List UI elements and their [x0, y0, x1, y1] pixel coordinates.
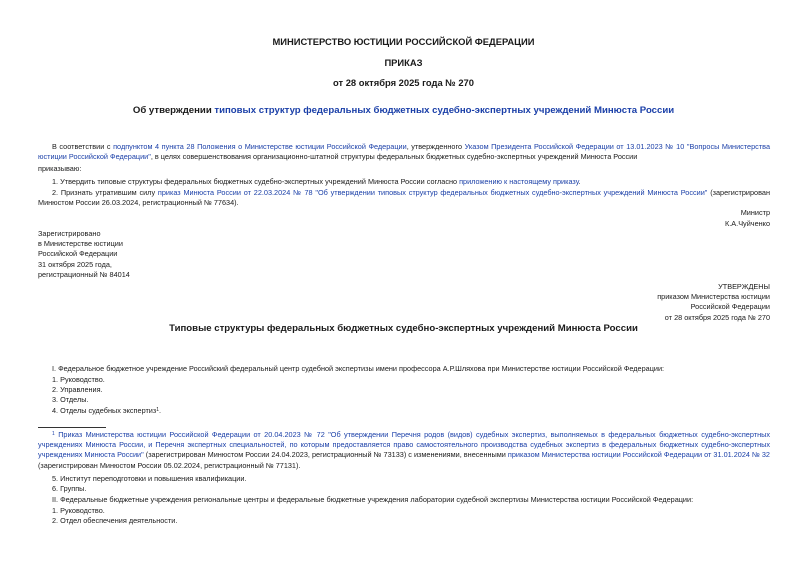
order-title-prefix: Об утверждении	[132, 105, 215, 116]
order-item-1	[52, 177, 770, 187]
preamble-order-word: приказываю:	[38, 164, 82, 173]
section-1-list-continued	[52, 474, 246, 494]
approved-line-3: Российской Федерации	[690, 302, 770, 312]
order-date-number: от 28 октября 2025 года № 270	[333, 77, 474, 88]
footnote-link-order-32[interactable]: приказом Министерства юстиции Российской Федерации от 31.01.2024 № 32	[507, 450, 770, 460]
section-1-item: 3. Отделы.	[52, 395, 89, 405]
section-2-item: 2. Отдел обеспечения деятельности.	[52, 516, 178, 526]
footnote-mark: 1	[52, 431, 55, 437]
order-title	[0, 105, 807, 116]
section-1-item	[52, 406, 161, 416]
section-1-item-text: 4. Отделы судебных экспертиз	[52, 405, 157, 415]
section-1-list	[52, 375, 161, 416]
preamble-link-decree[interactable]: Указом Президента Российской Федерации от 13.01.2023 № 10 "Вопросы Министерства юстиции Российской Федерации"	[38, 142, 771, 162]
footnote-link-order-72[interactable]: Приказ Министерства юстиции Российской Федерации от 20.04.2023 № 72 "Об утверждении Перечня родов (видов) судебных экспертиз, выполняемых в федеральных бюджетных судебно-экспертных учреждениях Минюста России, и Перечня экспертных специальностей, по которым предоставляется право самостоятельного производства судебных экспертиз в федеральных бюджетных судебно-экспертных учреждениях Минюста России"	[38, 430, 771, 460]
registration-line-1: Зарегистрировано	[38, 229, 101, 238]
order-item-1-end: .	[578, 177, 581, 186]
preamble-text-2: , утвержденного	[406, 142, 465, 151]
approved-line-1: УТВЕРЖДЕНЫ	[718, 282, 770, 291]
footnote-text-1: (зарегистрирован Минюстом России 24.04.2023, регистрационный № 73133) с изменениями, внесенными	[143, 450, 508, 460]
preamble	[38, 142, 770, 162]
section-2-list	[52, 506, 177, 526]
approved-line-2: приказом Министерства юстиции	[657, 292, 770, 302]
footnote-text-2: (зарегистрирован Минюстом России 05.02.2024, регистрационный № 77131).	[38, 460, 301, 470]
section-2-heading: II. Федеральные бюджетные учреждения региональные центры и федеральные бюджетные учреждения лаборатории судебной экспертизы Министерства юстиции Российской Федерации:	[52, 495, 694, 504]
order-item-2-text: 2. Признать утратившим силу	[52, 188, 158, 197]
section-1-item-end: .	[159, 405, 162, 415]
signature-name: К.А.Чуйченко	[725, 219, 770, 228]
section-2-item: 1. Руководство.	[52, 506, 105, 515]
registration-line-5: регистрационный № 84014	[38, 269, 130, 279]
section-1-heading: I. Федеральное бюджетное учреждение Российский федеральный центр судебной экспертизы имени профессора А.Р.Шляхова при Министерстве юстиции Российской Федерации:	[52, 364, 665, 373]
order-item-2	[38, 188, 770, 208]
section-1-item: 5. Институт переподготовки и повышения квалификации.	[52, 474, 247, 483]
preamble-text-1: В соответствии с	[52, 142, 114, 151]
registration-line-3: Российской Федерации	[38, 249, 118, 259]
doc-type: ПРИКАЗ	[384, 57, 423, 68]
registration-block	[38, 229, 130, 280]
preamble-text-3: , в целях совершенствования организационно-штатной структуры федеральных бюджетных судебно-экспертных учреждений Минюста России	[150, 152, 638, 162]
section-1-item: 6. Группы.	[52, 484, 87, 494]
section-1-item: 2. Управления.	[52, 385, 103, 395]
registration-line-2: в Министерстве юстиции	[38, 239, 123, 249]
order-title-link[interactable]: типовых структур федеральных бюджетных судебно-экспертных учреждений Минюста России	[214, 105, 675, 116]
order-item-1-text: 1. Утвердить типовые структуры федеральных бюджетных судебно-экспертных учреждений Минюста России согласно	[52, 177, 460, 186]
annex-title: Типовые структуры федеральных бюджетных судебно-экспертных учреждений Минюста России	[169, 323, 638, 334]
signature-role: Министр	[740, 208, 770, 217]
order-item-2-link[interactable]: приказ Минюста России от 22.03.2024 № 78 "Об утверждении типовых структур федеральных бюджетных судебно-экспертных учреждений Минюста России"	[157, 188, 708, 197]
approved-block	[560, 282, 770, 323]
footnote-ref[interactable]: 1	[156, 406, 160, 413]
ministry-heading: МИНИСТЕРСТВО ЮСТИЦИИ РОССИЙСКОЙ ФЕДЕРАЦИИ	[272, 36, 535, 47]
approved-line-4: от 28 октября 2025 года № 270	[664, 312, 770, 322]
order-item-2-end: (зарегистрирован Минюстом России 26.03.2024, регистрационный № 77634).	[38, 188, 770, 208]
registration-line-4: 31 октября 2025 года,	[38, 259, 112, 269]
preamble-link-regulation[interactable]: подпунктом 4 пункта 28 Положения о Министерстве юстиции Российской Федерации	[113, 142, 407, 151]
section-1-item: 1. Руководство.	[52, 375, 105, 384]
footnote-separator	[38, 427, 106, 428]
footnote	[38, 430, 770, 471]
order-item-1-link[interactable]: приложению к настоящему приказу	[459, 177, 579, 186]
